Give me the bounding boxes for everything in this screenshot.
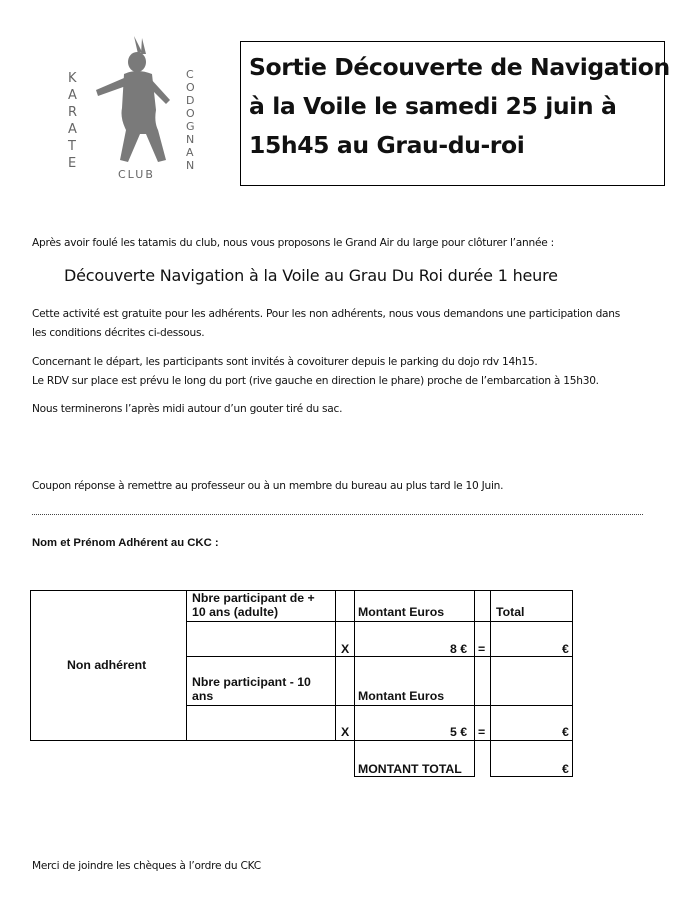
intro-text: Après avoir foulé les tatamis du club, nous vous proposons le Grand Air du large pour clôturer l’année :: [32, 237, 554, 249]
equals-sign-1: =: [478, 642, 486, 656]
snack-paragraph: Nous terminerons l’après midi autour d’un gouter tiré du sac.: [32, 403, 343, 415]
karate-club-logo: [62, 30, 212, 190]
cheque-note: Merci de joindre les chèques à l’ordre du CKC: [32, 860, 261, 872]
blank-cell: [474, 656, 491, 706]
equals-sign-2: =: [478, 725, 486, 739]
non-member-label: Non adhérent: [67, 658, 147, 672]
times-sign-2: X: [341, 725, 350, 739]
coupon-instructions: Coupon réponse à remettre au professeur ou à un membre du bureau au plus tard le 10 Juin.: [32, 480, 504, 492]
adult-count-input[interactable]: [186, 621, 336, 657]
child-header-line-1: Nbre participant - 10: [192, 675, 311, 689]
departure-line-2: Le RDV sur place est prévu le long du port (rive gauche en direction le phare) proche de l’embarcation à 15h30.: [32, 375, 599, 387]
adult-header-line-2: 10 ans (adulte): [192, 605, 279, 619]
departure-line-1: Concernant le départ, les participants sont invités à covoiturer depuis le parking du dojo rdv 14h15.: [32, 356, 538, 368]
pricing-line-2: les conditions décrites ci-dessous.: [32, 327, 205, 339]
adult-header-line-1: Nbre participant de +: [192, 591, 315, 605]
blank-cell: [474, 590, 491, 622]
title-box: [240, 41, 670, 186]
logo-text-karate: KARATE: [68, 71, 78, 171]
total-header: Total: [496, 605, 525, 619]
child-count-input[interactable]: [186, 705, 336, 741]
logo-text-club: CLUB: [118, 168, 155, 181]
title-line-3: 15h45 au Grau-du-roi: [249, 131, 525, 159]
euro-sign-2: €: [562, 725, 569, 739]
logo-text-codognan: CODOGNAN: [186, 68, 195, 172]
adult-price: 8 €: [450, 642, 468, 656]
euro-sign-1: €: [562, 642, 569, 656]
title-line-1: Sortie Découverte de Navigation: [249, 53, 670, 81]
euro-sign-3: €: [562, 762, 569, 776]
pricing-line-1: Cette activité est gratuite pour les adhérents. Pour les non adhérents, nous vous demandons une participation dans: [32, 308, 621, 320]
pricing-paragraph: [32, 305, 620, 343]
child-total-input[interactable]: [490, 705, 573, 741]
title-line-2: à la Voile le samedi 25 juin à: [249, 92, 617, 120]
blank-cell: [335, 656, 355, 706]
grand-total-label: MONTANT TOTAL: [358, 762, 462, 776]
times-sign-1: X: [341, 642, 350, 656]
grand-total-input[interactable]: [490, 740, 573, 777]
activity-subtitle: Découverte Navigation à la Voile au Grau Du Roi durée 1 heure: [64, 266, 558, 285]
blank-cell: [490, 656, 573, 706]
amount-header-2: Montant Euros: [358, 689, 445, 703]
member-name-label: Nom et Prénom Adhérent au CKC :: [32, 537, 219, 549]
amount-header-1: Montant Euros: [358, 605, 445, 619]
cut-line: [32, 514, 643, 515]
child-header-line-2: ans: [192, 689, 214, 703]
adult-total-input[interactable]: [490, 621, 573, 657]
departure-paragraph: [32, 353, 599, 391]
blank-cell: [335, 590, 355, 622]
child-price: 5 €: [450, 725, 468, 739]
